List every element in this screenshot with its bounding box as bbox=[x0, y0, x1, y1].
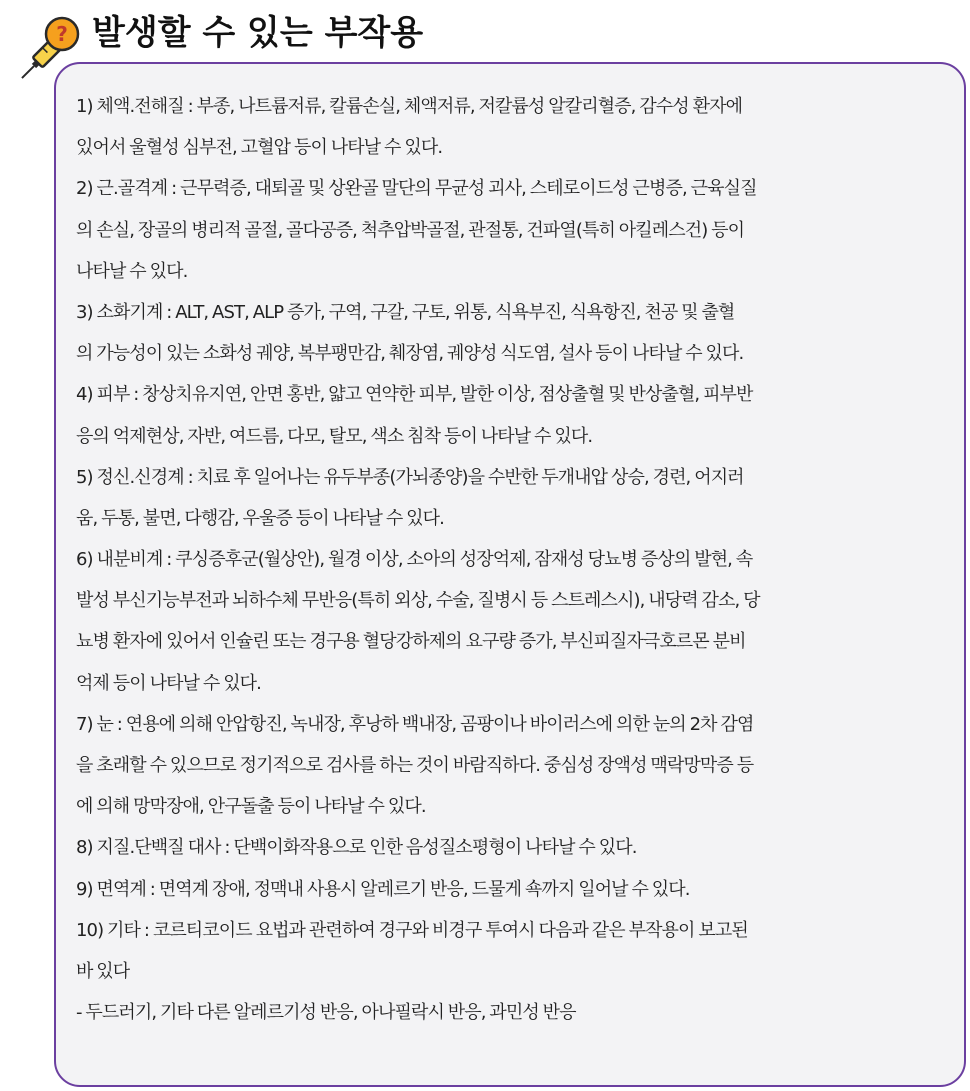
text-line: 에 의해 망막장애, 안구돌출 등이 나타날 수 있다. bbox=[76, 796, 426, 818]
text-line: 바 있다 bbox=[76, 960, 130, 982]
text-line: 발성 부신기능부전과 뇌하수체 무반응(특히 외상, 수술, 질병시 등 스트레스시), 내당력 감소, 당 bbox=[76, 590, 760, 612]
text-line: 5) 정신.신경계 : 치료 후 일어나는 유두부종(가뇌종양)을 수반한 두개내압 상승, 경련, 어지러 bbox=[76, 466, 744, 488]
text-line: 의 손실, 장골의 병리적 골절, 골다공증, 척추압박골절, 관절통, 건파열(특히 아킬레스건) 등이 bbox=[76, 219, 745, 241]
side-effects-text bbox=[76, 86, 956, 1033]
text-line: 응의 억제현상, 자반, 여드름, 다모, 탈모, 색소 침착 등이 나타날 수 있다. bbox=[76, 425, 593, 447]
text-line: 7) 눈 : 연용에 의해 안압항진, 녹내장, 후낭하 백내장, 곰팡이나 바이러스에 의한 눈의 2차 감염 bbox=[76, 713, 754, 735]
page-title: 발생할 수 있는 부작용 bbox=[92, 13, 424, 53]
text-line: 9) 면역계 : 면역계 장애, 정맥내 사용시 알레르기 반응, 드물게 쇽까지 일어날 수 있다. bbox=[76, 878, 690, 900]
text-line: 2) 근.골격계 : 근무력증, 대퇴골 및 상완골 말단의 무균성 괴사, 스테로이드성 근병증, 근육실질 bbox=[76, 178, 757, 200]
text-line: 6) 내분비계 : 쿠싱증후군(월상안), 월경 이상, 소아의 성장억제, 잠재성 당뇨병 증상의 발현, 속 bbox=[76, 549, 753, 571]
text-line: 움, 두통, 불면, 다행감, 우울증 등이 나타날 수 있다. bbox=[76, 507, 444, 529]
text-line: 10) 기타 : 코르티코이드 요법과 관련하여 경구와 비경구 투여시 다음과 같은 부작용이 보고된 bbox=[76, 919, 748, 941]
text-line: 뇨병 환자에 있어서 인슐린 또는 경구용 혈당강하제의 요구량 증가, 부신피질자극호르몬 분비 bbox=[76, 631, 746, 653]
text-line: 1) 체액.전해질 : 부종, 나트륨저류, 칼륨손실, 체액저류, 저칼륨성 알칼리혈증, 감수성 환자에 bbox=[76, 96, 743, 117]
svg-text:?: ? bbox=[56, 22, 68, 46]
text-line: 을 초래할 수 있으므로 정기적으로 검사를 하는 것이 바람직하다. 중심성 장액성 맥락망막증 등 bbox=[76, 755, 754, 776]
text-line: 3) 소화기계 : ALT, AST, ALP 증가, 구역, 구갈, 구토, 위통, 식욕부진, 식욕항진, 천공 및 출혈 bbox=[76, 301, 735, 323]
text-line: - 두드러기, 기타 다른 알레르기성 반응, 아나필락시 반응, 과민성 반응 bbox=[76, 1002, 576, 1024]
text-line: 8) 지질.단백질 대사 : 단백이화작용으로 인한 음성질소평형이 나타날 수 있다. bbox=[76, 837, 637, 859]
text-line: 4) 피부 : 창상치유지연, 안면 홍반, 얇고 연약한 피부, 발한 이상, 점상출혈 및 반상출혈, 피부반 bbox=[76, 384, 753, 406]
text-line: 있어서 울혈성 심부전, 고혈압 등이 나타날 수 있다. bbox=[76, 137, 443, 159]
text-line: 억제 등이 나타날 수 있다. bbox=[76, 672, 261, 694]
text-line: 의 가능성이 있는 소화성 궤양, 복부팽만감, 췌장염, 궤양성 식도염, 설사 등이 나타날 수 있다. bbox=[76, 343, 744, 365]
text-line: 나타날 수 있다. bbox=[76, 260, 188, 282]
